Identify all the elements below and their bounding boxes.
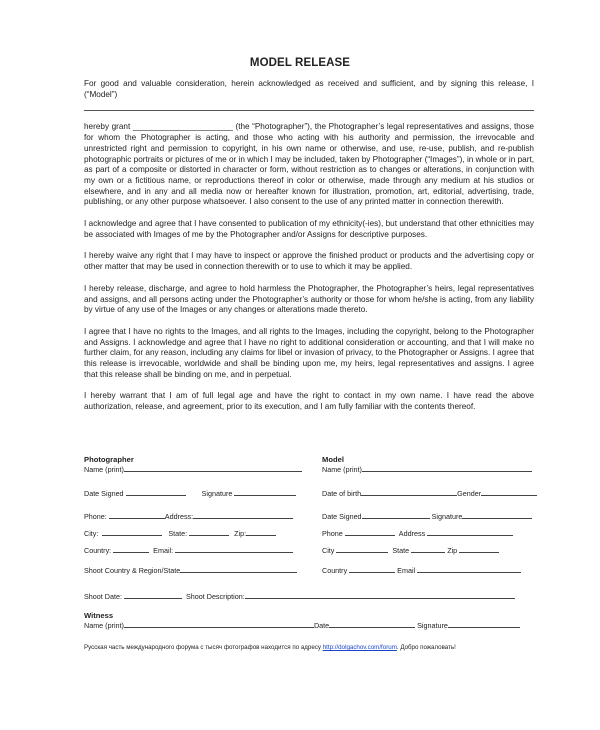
intro-paragraph: For good and valuable consideration, herein acknowledged as received and sufficient, and by signing this release, I (“Model”) [84,79,534,99]
shoot-date-row [84,591,515,601]
model-date-signed-field[interactable] [362,511,430,519]
model-address-field[interactable] [427,528,513,536]
model-heading: Model [322,455,344,464]
witness-signature-field[interactable] [448,620,520,628]
phone-label: Phone: [84,512,107,521]
model-name-row [322,464,532,474]
photographer-name-row [84,464,302,474]
footer-text: Русская часть международного форума с тысяч фотографов находится по адресу [84,644,321,651]
date-of-birth-label: Date of birth [322,489,362,498]
zip-label: Zip: [234,529,247,538]
release-paragraph: I hereby release, discharge, and agree to hold harmless the Photographer, the Photographer’s heirs, legal representatives and assigns, and all persons acting under the Photographer’s authority or those for whom he/she is acting, from any liability by virtue of any use of the Images or any changes or alterations made thereto. [84,283,534,315]
model-state-field[interactable] [411,545,445,553]
model-date-signed-row [322,511,532,521]
grant-paragraph: hereby grant ______________________ (the “Photographer”), the Photographer’s legal representatives and assigns, those for whom the Photographer is acting, and those who acting with his authority and permission, the irrevocable and unrestricted right and permission to copyright, in his own name or otherwise, and use, re-use, publish, and re-publish photographic portraits or pictures of me or in which I may be included, taken by Photographer (“Images”), in whole or in part, as part of a composite or distorted in character or form, without restriction as to changes or alterations, in conjunction with my own or a fictitious name, or reproductions thereof in color or otherwise, made through any medium at his studios or elsewhere, and in any and all media now or hereafter known for illustration, promotion, art, editorial, advertising, trade, publishing, or any other purpose whatsoever. I also consent to the use of any printed matter in connection therewith. [84,122,534,207]
photographer-phone-field[interactable] [109,511,165,519]
city-label: City: [84,529,99,538]
photographer-heading: Photographer [84,455,134,464]
date-signed-label: Date Signed [84,489,124,498]
photographer-state-field[interactable] [189,528,229,536]
shoot-date-field[interactable] [124,591,182,599]
shoot-country-field[interactable] [180,565,297,573]
model-name-line[interactable] [84,100,534,111]
address-label: Address: [164,512,194,521]
document-title: MODEL RELEASE [249,57,351,69]
warranty-paragraph: I hereby warrant that I am of full legal age and have the right to contact in my own name. I have read the above authorization, release, and agreement, prior to its execution, and I am fully familiar with the contents thereof. [84,391,534,412]
country-label: Country [322,566,348,575]
model-phone-row [322,528,513,538]
rights-paragraph: I agree that I have no rights to the Images, and all rights to the Images, including the copyright, belong to the Photographer and Assigns. I acknowledge and agree that I have no right to additional consideration or accounting, and that I will make no further claim, for any reason, including any claims for libel or invasion of privacy, to the Photographer or Assigns. I agree that this release is irrevocable, worldwide and shall be binding upon me, my heirs, legal representatives and assigns. I agree that this release shall be binding on me, and in perpetual. [84,326,534,379]
witness-row [84,620,520,630]
shoot-country-row [84,565,297,575]
model-dob-row [322,488,537,498]
country-label: Country: [84,546,112,555]
name-print-label: Name (print) [84,465,124,474]
shoot-description-label: Shoot Description: [185,592,245,601]
model-city-row [322,545,499,555]
model-phone-field[interactable] [345,528,395,536]
model-country-field[interactable] [349,565,395,573]
name-print-label: Name (print) [322,465,362,474]
model-country-row [322,565,521,575]
shoot-description-field[interactable] [245,591,515,599]
date-signed-label: Date Signed [322,512,362,521]
signature-label: Signature [431,512,463,521]
photographer-email-field[interactable] [175,545,293,553]
model-gender-field[interactable] [481,488,537,496]
name-print-label: Name (print) [84,621,124,630]
city-label: City [322,546,335,555]
footer-welcome: . Добро пожаловать! [396,644,456,651]
photographer-signature-field[interactable] [234,488,296,496]
witness-name-field[interactable] [124,620,314,628]
forum-link[interactable]: http://dolgachov.com/forum [322,644,397,651]
photographer-country-row [84,545,293,555]
photographer-address-field[interactable] [193,511,293,519]
photographer-country-field[interactable] [113,545,149,553]
email-label: Email: [153,546,174,555]
photographer-date-field[interactable] [126,488,186,496]
witness-heading: Witness [84,611,114,620]
state-label: State: [168,529,188,538]
signature-label: Signature [201,489,233,498]
photographer-zip-field[interactable] [246,528,276,536]
state-label: State [392,546,410,555]
shoot-country-label: Shoot Country & Region/State [84,566,181,575]
gender-label: Gender [457,489,482,498]
signature-label: Signature [417,621,448,630]
photographer-city-row [84,528,276,538]
photographer-date-row [84,488,296,498]
witness-date-field[interactable] [329,620,415,628]
footer-note [84,644,544,651]
model-signature-field[interactable] [462,511,532,519]
model-name-field[interactable] [362,464,532,472]
photographer-phone-row [84,511,293,521]
ethnicity-paragraph: I acknowledge and agree that I have consented to publication of my ethnicity(-ies), but understand that other ethnicities may be associated with Images of me by the Photographer and/or Assigns for descriptive purposes. [84,219,534,239]
photographer-city-field[interactable] [102,528,162,536]
model-zip-field[interactable] [459,545,499,553]
model-dob-field[interactable] [361,488,457,496]
photographer-name-field[interactable] [124,464,302,472]
phone-label: Phone [322,529,343,538]
zip-label: Zip [447,546,458,555]
email-label: Email [397,566,416,575]
date-label: Date [313,621,330,630]
model-city-field[interactable] [336,545,388,553]
shoot-date-label: Shoot Date: [84,592,122,601]
release-body [84,79,534,424]
address-label: Address [398,529,426,538]
model-email-field[interactable] [417,565,521,573]
waiver-paragraph: I hereby waive any right that I may have to inspect or approve the finished product or products and the advertising copy or other matter that may be used in connection therewith or to use to which it may be applied. [84,251,534,272]
